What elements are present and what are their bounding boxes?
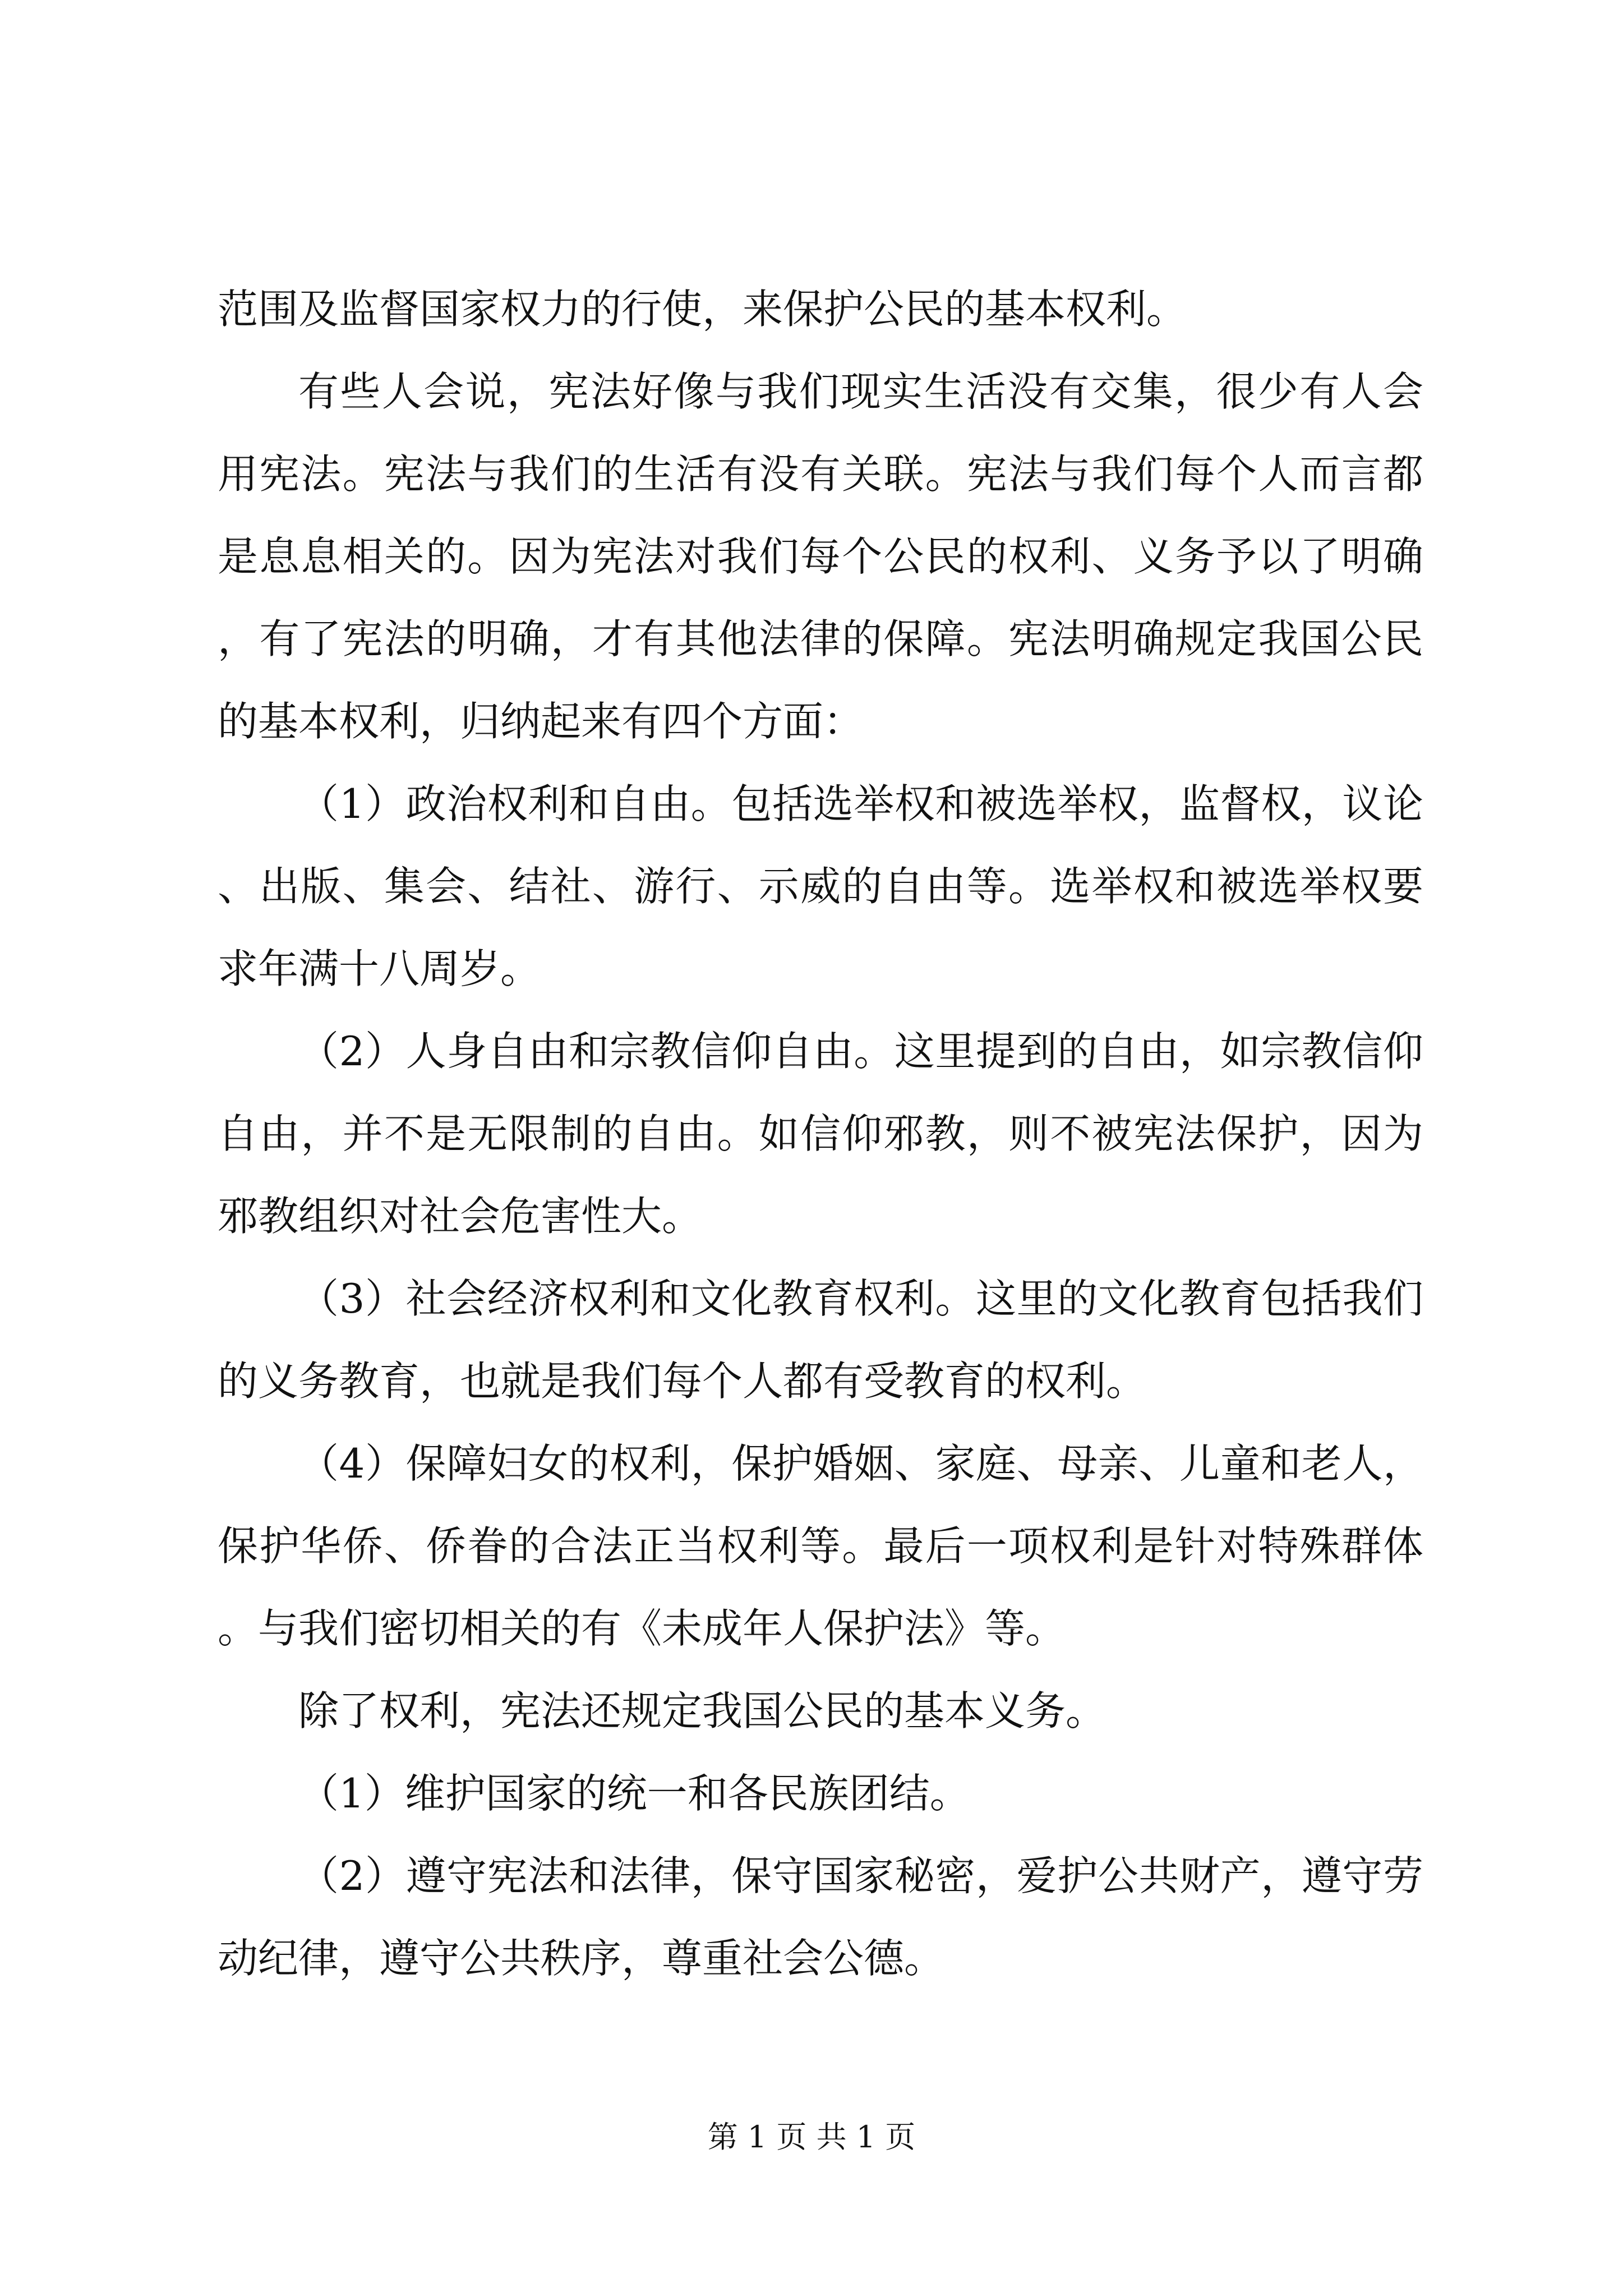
paragraph-4: （2）人身自由和宗教信仰自由。这里提到的自由，如宗教信仰自由，并不是无限制的自由。如信仰邪教，则不被宪法保护，因为邪教组织对社会危害性大。 bbox=[218, 1028, 1423, 1240]
paragraph-7: 除了权利，宪法还规定我国公民的基本义务。 bbox=[298, 1687, 1106, 1734]
paragraph-9: （2）遵守宪法和法律，保守国家秘密，爱护公共财产，遵守劳动纪律，遵守公共秩序，尊重社会公德。 bbox=[218, 1852, 1423, 1982]
paragraph-3: （1）政治权利和自由。包括选举权和被选举权，监督权，议论、出版、集会、结社、游行、示威的自由等。选举权和被选举权要求年满十八周岁。 bbox=[218, 780, 1423, 992]
paragraph-1: 范围及监督国家权力的行使，来保护公民的基本权利。 bbox=[218, 286, 1187, 333]
page-number-footer: 第 1 页 共 1 页 bbox=[707, 2119, 916, 2155]
paragraph-8: （1）维护国家的统一和各民族团结。 bbox=[298, 1770, 970, 1817]
document-body bbox=[218, 268, 1423, 2000]
paragraph-6: （4）保障妇女的权利，保护婚姻、家庭、母亲、儿童和老人，保护华侨、侨眷的合法正当权利等。最后一项权利是针对特殊群体。与我们密切相关的有《未成年人保护法》等。 bbox=[218, 1440, 1423, 1652]
paragraph-2: 有些人会说，宪法好像与我们现实生活没有交集，很少有人会用宪法。宪法与我们的生活有没有关联。宪法与我们每个人而言都是息息相关的。因为宪法对我们每个公民的权利、义务予以了明确，有了宪法的明确，才有其他法律的保障。宪法明确规定我国公民的基本权利，归纳起来有四个方面： bbox=[218, 368, 1423, 745]
paragraph-5: （3）社会经济权利和文化教育权利。这里的文化教育包括我们的义务教育，也就是我们每个人都有受教育的权利。 bbox=[218, 1275, 1423, 1405]
